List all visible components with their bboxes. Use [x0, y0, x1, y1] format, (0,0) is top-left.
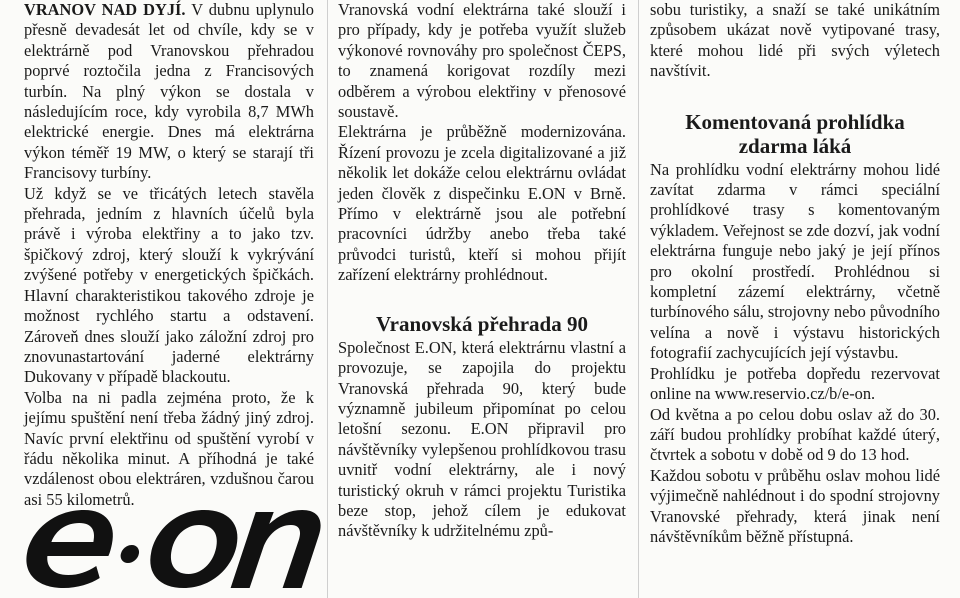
paragraph: Na prohlídku vodní elektrárny mohou lidé zavítat zdarma v rámci speciální prohlídkové trasy s komentovaným výkladem. Veřejnost se zde dozví, jak vodní elektrárna funguje nebo jaký je její přínos pro okolní prostředí. Prohlédnou si kompletní zázemí elektrárny, včetně turbínového sálu, strojovny nebo původního velína a nově i výstavu historických fotografií zachycujících její výstavbu. [650, 159, 940, 363]
paragraph: Od května a po celou dobu oslav až do 30. září budou prohlídky probíhat každé úterý, čtvrtek a sobotu v době od 9 do 13 hod. [650, 404, 940, 465]
eon-logo [18, 492, 316, 592]
section-heading: Komentovaná prohlídka zdarma láká [685, 109, 905, 158]
paragraph: Už když se ve třicátých letech stavěla přehrada, jedním z hlavních účelů byla právě i výroba elektřiny a to jako tzv. špičkový zdroj, který slouží k vykrývání zvýšené potřeby v energetických špičkách. Hlavní charakteristikou takového zdroje je možnost rychlého startu a odstavení. Zároveň dnes slouží jako záložní zdroj pro znovunastartování jaderné elektrárny Dukovany v případě blackoutu. [24, 183, 314, 387]
paragraph: Každou sobotu v průběhu oslav mohou lidé výjimečně nahlédnout i do spodní strojovny Vranovské přehrady, která jinak není návštěvníkům běžně přístupná. [650, 465, 940, 546]
paragraph: Vranovská vodní elektrárna také slouží i pro případy, kdy je potřeba využít služeb výkonové rovnováhy pro společnost ČEPS, to znamená korigovat rozdíly mezi odběrem a výrobou elektřiny v přenosové soustavě. [338, 0, 626, 122]
paragraph: Volba na ni padla zejména proto, že k jejímu spuštění není třeba žádný jiný zdroj. Navíc první elektřinu od spuštění vyrobí v řádu několika minut. A příhodná je také vzdálenost obou elektráren, vzdušnou čarou asi 55 kilometrů. [24, 387, 314, 509]
dateline: VRANOV NAD DYJÍ. [24, 0, 186, 19]
section-heading: Vranovská přehrada 90 [376, 311, 588, 336]
article-column-3 [650, 0, 940, 547]
paragraph: Prohlídku je potřeba dopředu rezervovat online na www.reservio.cz/b/e-on. [650, 363, 940, 404]
paragraph-intro: VRANOV NAD DYJÍ. V dubnu uplynulo přesně devadesát let od chvíle, kdy se v elektrárně pod Vranovskou přehradou poprvé roztočila jedna z Francisových turbín. Na plný výkon se dostala v následujícím roce, kdy vyrobila 8,7 MWh elektrické energie. Dnes má elektrárna výkon téměř 19 MW, o který se starají tři Francisovy turbíny. [24, 0, 314, 183]
paragraph: Společnost E.ON, která elektrárnu vlastní a provozuje, se zapojila do projektu Vranovská přehrada 90, který bude významně jubileum připomínat po celou letošní sezonu. E.ON připravil pro návštěvníky vylepšenou prohlídkovou trasu uvnitř vodní elektrárny, ale i nový turistický okruh v rámci projektu Turistika beze stop, jehož cílem je edukovat návštěvníky k udržitelnému způ- [338, 337, 626, 541]
column-divider [638, 0, 639, 598]
column-divider [327, 0, 328, 598]
paragraph: sobu turistiky, a snaží se také unikátním způsobem ukázat nově vytipované trasy, které mohou lidé při svých výletech navštívit. [650, 0, 940, 81]
article-column-2 [338, 0, 626, 542]
article-column-1 [24, 0, 314, 509]
paragraph: Elektrárna je průběžně modernizována. Řízení provozu je zcela digitalizované a již několik let dokáže celou elektrárnu ovládat jeden člověk z dispečinku E.ON v Brně. Přímo v elektrárně jsou ale potřební pracovníci údržby anebo třeba také průvodci turistů, kteří si mohou přijít zařízení elektrárny prohlédnout. [338, 122, 626, 285]
